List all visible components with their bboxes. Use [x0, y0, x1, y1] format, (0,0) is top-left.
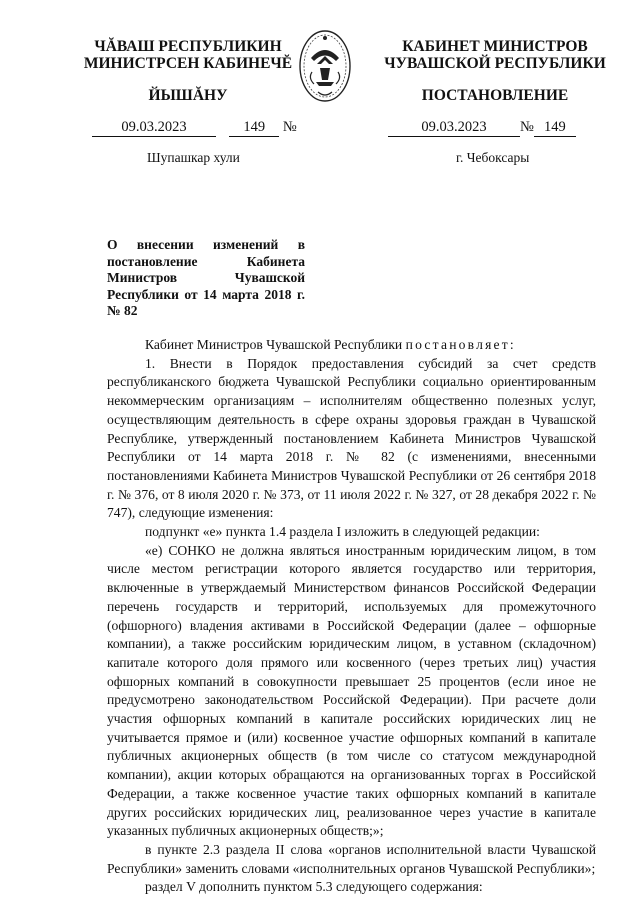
paragraph-4: в пункте 2.3 раздела II слова «органов исполнительной власти Чувашской Республики» заменить словами «исполнительных органов Чувашской Республики»; — [107, 841, 596, 876]
paragraph-5: раздел V дополнить пунктом 5.3 следующего содержания: — [145, 879, 483, 895]
number-sign-left: № — [282, 119, 297, 135]
header-left-line1: ЧĂВАШ РЕСПУБЛИКИН — [94, 38, 282, 55]
registration-right — [388, 119, 576, 137]
paragraph-2: подпункт «е» пункта 1.4 раздела I изложить в следующей редакции: — [145, 524, 540, 540]
document-subject: О внесении изменений в постановление Кабинета Министров Чувашской Республики от 14 марта 2018 г. № 82 — [107, 237, 305, 318]
header-right-line2: ЧУВАШСКОЙ РЕСПУБЛИКИ — [384, 55, 606, 72]
intro-prefix: Кабинет Министров Чувашской Республики — [145, 337, 406, 352]
chuvash-coat-of-arms-icon — [298, 28, 352, 104]
number-right: 149 — [534, 119, 576, 137]
city-right: г. Чебоксары — [456, 150, 530, 165]
number-left: 149 — [229, 119, 279, 137]
date-right: 09.03.2023 — [388, 119, 520, 137]
city-left: Шупашкар хули — [147, 150, 240, 165]
registration-left — [92, 119, 297, 137]
paragraph-3: «е) СОНКО не должна являться иностранным юридическим лицом, в том числе местом регистрации которого является государство или территория, включенные в утверждаемый Министерством финансов Российской Федерации перечень государств и территорий, используемых для промежуточного (офшорного) владения активами в Российской Федерации (далее – офшорные компании), а также российским юридическим лицом, в уставном (складочном) капитале которого доля прямого или косвенного (через третьих лиц) участия офшорных компаний в совокупности превышает 25 процентов (если иное не предусмотрено законодательством Российской Федерации). При расчете доли участия офшорных компаний в капитале российских юридических лиц не учитывается прямое и (или) косвенное участие офшорных компаний в капитале публичных акционерных обществ (в том числе со статусом международной компании), акции которых обращаются на организованных торгах в Российской Федерации, а также косвенное участие таких офшорных компаний в капитале других российских юридических лиц, реализованное через участие в капитале указанных публичных акционерных обществ;»; — [107, 542, 596, 839]
paragraph-1: 1. Внести в Порядок предоставления субсидий за счет средств республиканского бюджета Чувашской Республики социально ориентированным некоммерческим организациям – исполнителям общественно полезных услуг, осуществляющим деятельность в сфере охраны здоровья граждан в Чувашской Республике, утвержденный постановлением Кабинета Министров Чувашской Республики от 14 марта 2018 г. № 82 (с изменениями, внесенными постановлениями Кабинета Министров Чувашской Республики от 26 сентября 2018 г. № 376, от 8 июля 2020 г. № 373, от 11 июля 2022 г. № 327, от 28 декабря 2022 г. № 747), следующие изменения: — [107, 355, 596, 521]
date-left: 09.03.2023 — [92, 119, 216, 137]
header-left-line2: МИНИСТРСЕН КАБИНЕЧĔ — [83, 55, 293, 72]
header-right-line1: КАБИНЕТ МИНИСТРОВ — [402, 38, 588, 55]
header-right — [375, 38, 615, 72]
document-body — [107, 336, 596, 897]
header-left — [68, 38, 308, 72]
intro-decree-word: постановляет: — [405, 337, 516, 352]
header-left-title: ЙЫШĂНУ — [148, 87, 228, 104]
intro-paragraph — [107, 336, 596, 355]
number-sign-right: № — [520, 119, 534, 135]
header-right-title: ПОСТАНОВЛЕНИЕ — [421, 87, 569, 104]
